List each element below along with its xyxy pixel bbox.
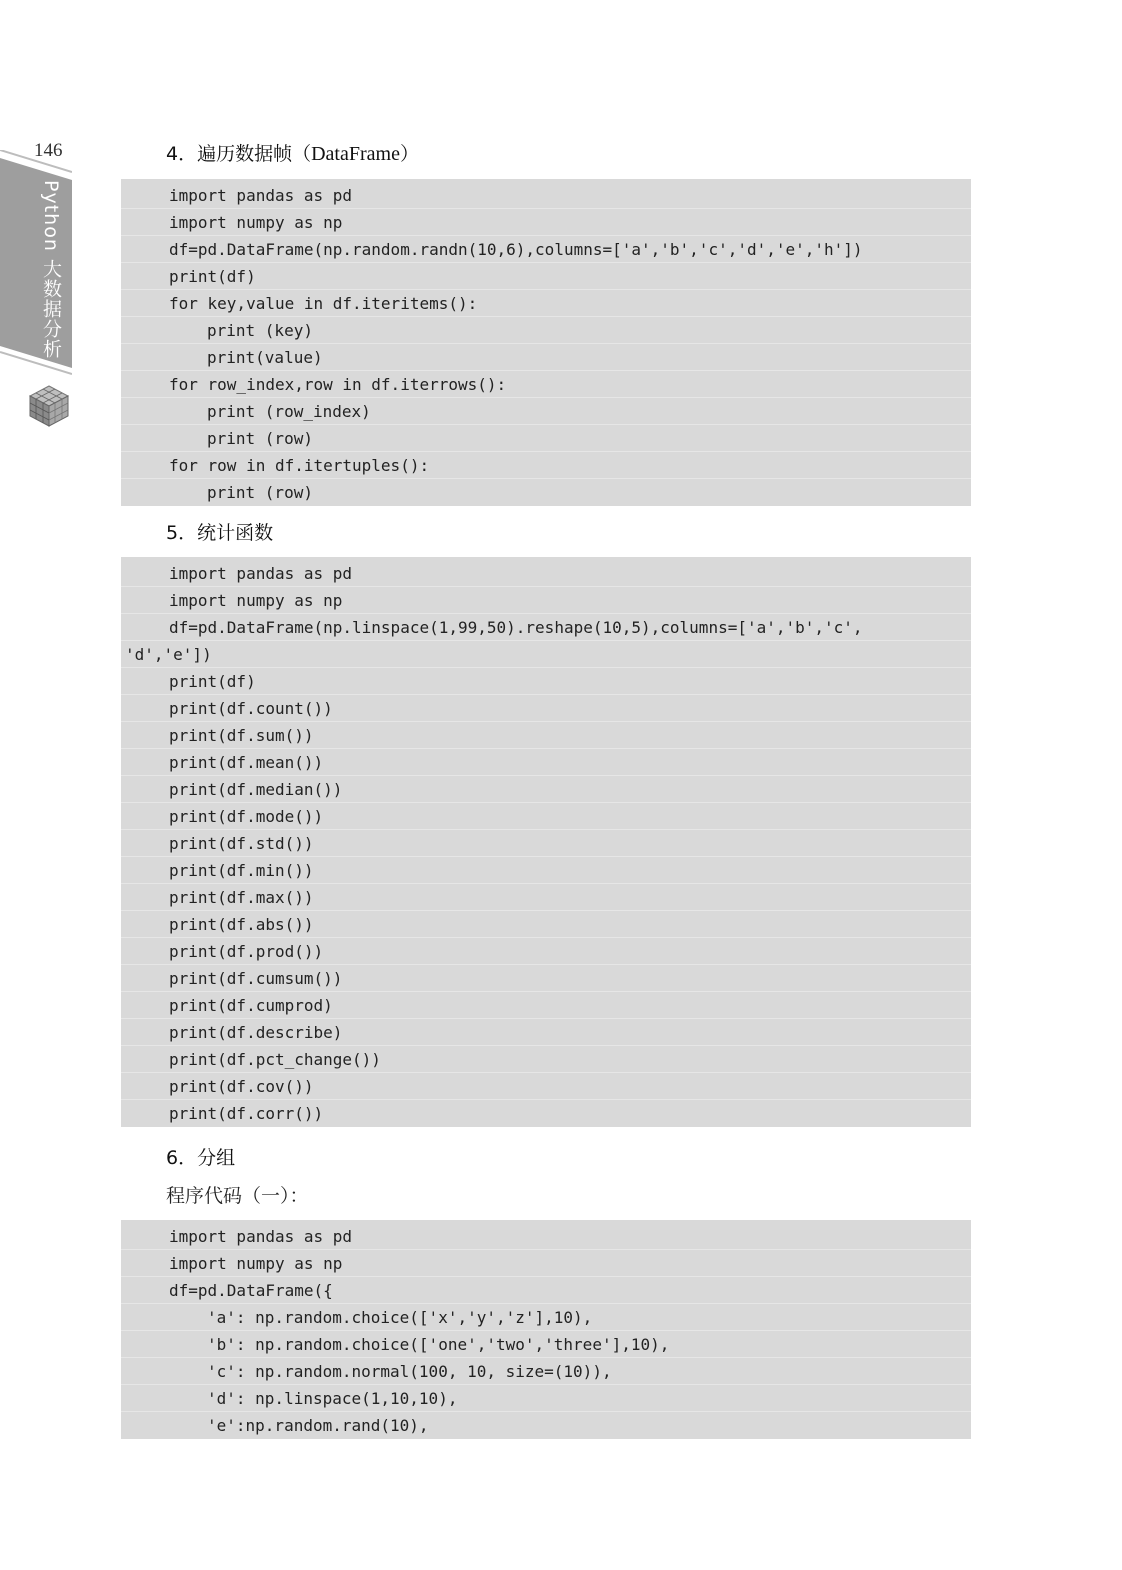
code-line: print (row) <box>207 483 313 502</box>
code-line: print (row_index) <box>121 398 971 425</box>
heading-english: DataFrame <box>311 143 400 165</box>
code-line: import pandas as pd <box>121 1223 971 1250</box>
code-line: print(df) <box>121 263 971 290</box>
code-line: print(df.pct_change()) <box>121 1046 971 1073</box>
page-number: 146 <box>34 140 63 161</box>
code-line: print(df.mode()) <box>121 803 971 830</box>
cube-logo-icon <box>26 383 72 433</box>
code-line: print(df.max()) <box>121 884 971 911</box>
code-line: df=pd.DataFrame({ <box>121 1277 971 1304</box>
code-line: for row_index,row in df.iterrows(): <box>121 371 971 398</box>
code-line: import pandas as pd <box>121 182 971 209</box>
code-line: df=pd.DataFrame(np.random.randn(10,6),columns=['a','b','c','d','e','h']) <box>121 236 971 263</box>
code-line: import pandas as pd <box>121 560 971 587</box>
code-line: 'd': np.linspace(1,10,10), <box>121 1385 971 1412</box>
code-line: for key,value in df.iteritems(): <box>121 290 971 317</box>
code-line: print(df.cov()) <box>121 1073 971 1100</box>
code-line: print(df.mean()) <box>121 749 971 776</box>
code-line: print(df.cumsum()) <box>121 965 971 992</box>
code-line: df=pd.DataFrame(np.linspace(1,99,50).reshape(10,5),columns=['a','b','c', <box>121 614 971 641</box>
code-line: print(df.abs()) <box>121 911 971 938</box>
side-tab-label: Python 大数据分析 <box>40 180 62 359</box>
heading-suffix: ） <box>399 143 419 165</box>
code-line: print(df.corr()) <box>169 1104 324 1123</box>
code-block-iterate <box>121 179 971 506</box>
code-line: 'c': np.random.normal(100, 10, size=(10)), <box>121 1358 971 1385</box>
code-line: print(df.cumprod) <box>121 992 971 1019</box>
code-line: import numpy as np <box>121 209 971 236</box>
code-line: print(df.describe) <box>121 1019 971 1046</box>
code-line: print(value) <box>121 344 971 371</box>
code-line: print(df.sum()) <box>121 722 971 749</box>
code-line: print(df) <box>121 668 971 695</box>
code-line: print(df.prod()) <box>121 938 971 965</box>
code-line: print(df.count()) <box>121 695 971 722</box>
section-heading-grouping: 6．分组 <box>166 1147 236 1169</box>
code-line: 'a': np.random.choice(['x','y','z'],10), <box>121 1304 971 1331</box>
section-heading-iterate-dataframe <box>166 139 419 166</box>
code-line: print(df.min()) <box>121 857 971 884</box>
code-line: print (key) <box>121 317 971 344</box>
code-line: import numpy as np <box>121 587 971 614</box>
heading-prefix: 4．遍历数据帧（ <box>166 143 312 165</box>
code-line: 'd','e']) <box>121 641 971 668</box>
code-line: 'b': np.random.choice(['one','two','three'],10), <box>121 1331 971 1358</box>
code-line: print(df.std()) <box>121 830 971 857</box>
program-code-subheading: 程序代码（一）： <box>166 1185 309 1207</box>
code-line: print (row) <box>121 425 971 452</box>
section-heading-statistics: 5．统计函数 <box>166 522 274 544</box>
code-block-statistics <box>121 557 971 1127</box>
code-line: import numpy as np <box>121 1250 971 1277</box>
code-line: 'e':np.random.rand(10), <box>207 1416 429 1435</box>
code-line: for row in df.itertuples(): <box>121 452 971 479</box>
code-line: print(df.median()) <box>121 776 971 803</box>
code-block-grouping <box>121 1220 971 1439</box>
